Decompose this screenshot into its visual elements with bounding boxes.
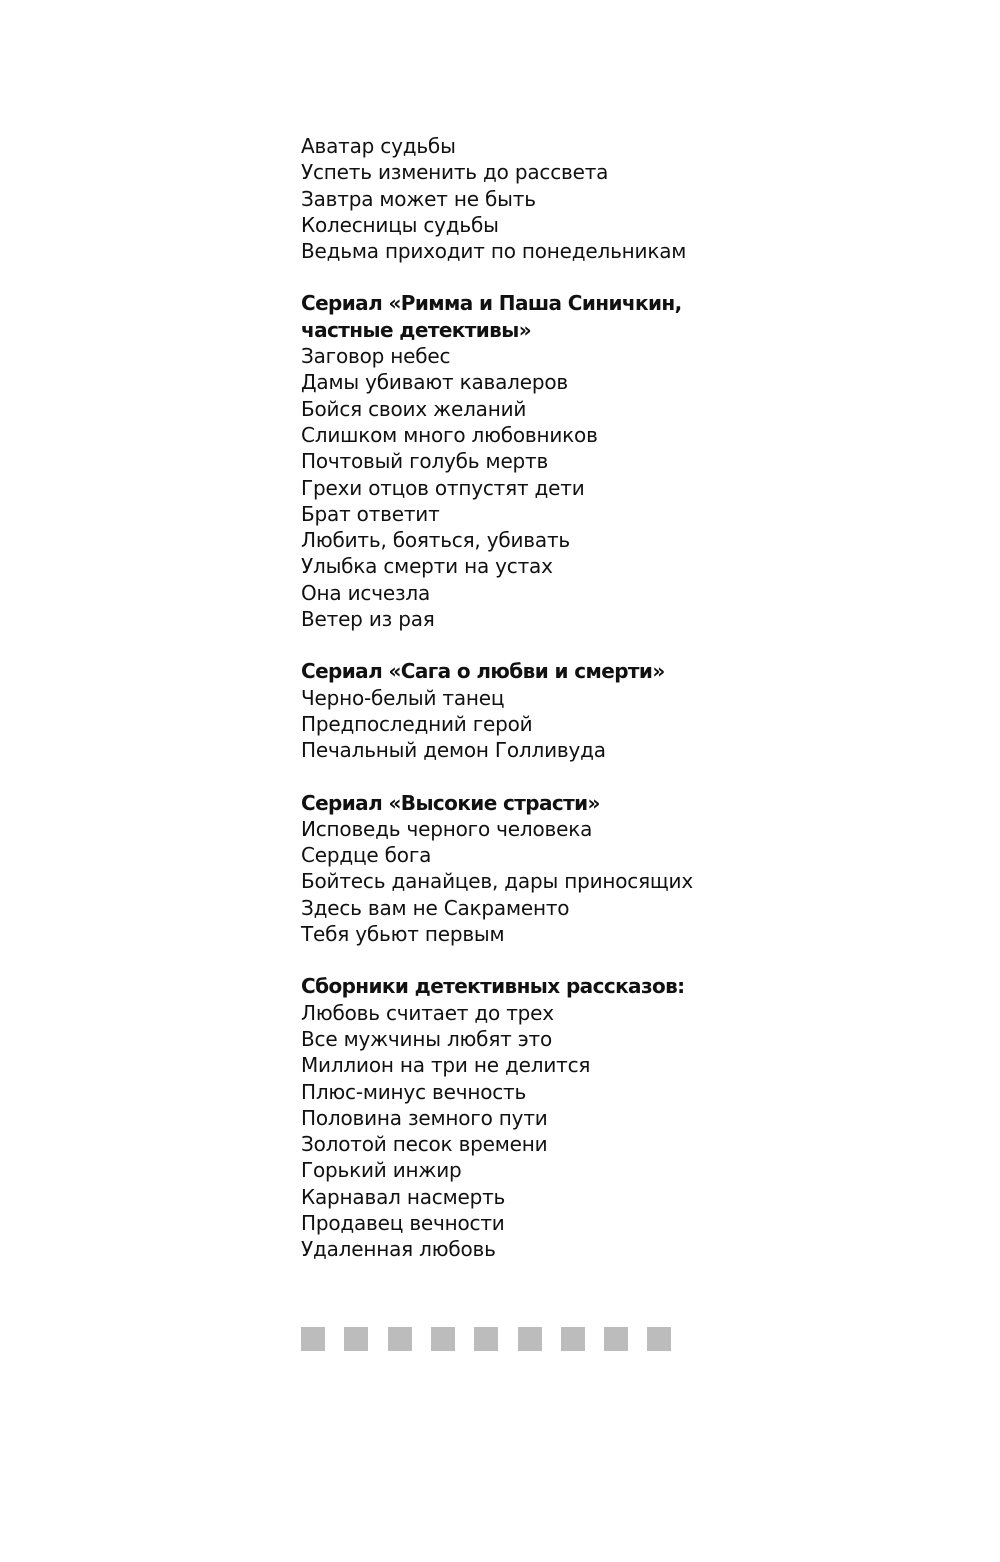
title-item: Печальный демон Голливуда (301, 738, 606, 763)
decorative-square-row (301, 1327, 681, 1351)
decorative-square (518, 1327, 542, 1351)
title-item: Миллион на три не делится (301, 1053, 591, 1078)
section-heading: Сборники детективных рассказов: (301, 974, 685, 999)
title-item: Черно-белый танец (301, 685, 505, 710)
title-item: Завтра может не быть (301, 186, 536, 211)
decorative-square (301, 1327, 325, 1351)
title-item: Ведьма приходит по понедельникам (301, 239, 687, 264)
section-standalone (301, 133, 901, 264)
title-item: Успеть изменить до рассвета (301, 160, 609, 185)
title-item: Слишком много любовников (301, 422, 598, 447)
title-item: Колесницы судьбы (301, 212, 499, 237)
title-item: Любовь считает до трех (301, 1000, 554, 1025)
title-item: Улыбка смерти на устах (301, 554, 553, 579)
title-item: Карнавал насмерть (301, 1184, 506, 1209)
title-item: Плюс-минус вечность (301, 1079, 527, 1104)
title-item: Продавец вечности (301, 1210, 505, 1235)
decorative-square (431, 1327, 455, 1351)
title-item: Ветер из рая (301, 607, 435, 632)
decorative-square (561, 1327, 585, 1351)
title-item: Половина земного пути (301, 1105, 548, 1130)
title-item: Аватар судьбы (301, 134, 456, 158)
title-item: Дамы убивают кавалеров (301, 370, 568, 395)
title-item: Грехи отцов отпустят дети (301, 475, 585, 500)
section-heading: Сериал «Высокие страсти» (301, 790, 600, 815)
decorative-square (474, 1327, 498, 1351)
section-high-passions (301, 790, 901, 948)
decorative-square (604, 1327, 628, 1351)
title-item: Почтовый голубь мертв (301, 449, 549, 474)
decorative-square (344, 1327, 368, 1351)
title-item: Удаленная любовь (301, 1237, 496, 1262)
book-list (301, 133, 901, 1289)
decorative-square (388, 1327, 412, 1351)
title-item: Любить, бояться, убивать (301, 528, 570, 553)
title-item: Здесь вам не Сакраменто (301, 895, 570, 920)
section-saga (301, 658, 901, 763)
section-heading: частные детективы» (301, 317, 532, 342)
title-item: Предпоследний герой (301, 711, 533, 736)
section-heading: Сериал «Римма и Паша Синичкин, (301, 291, 682, 316)
title-item: Исповедь черного человека (301, 816, 593, 841)
title-item: Все мужчины любят это (301, 1026, 553, 1051)
section-short-stories (301, 973, 901, 1262)
decorative-square (647, 1327, 671, 1351)
title-item: Она исчезла (301, 580, 431, 605)
title-item: Тебя убьют первым (301, 922, 505, 947)
title-item: Брат ответит (301, 501, 440, 526)
title-item: Золотой песок времени (301, 1132, 548, 1157)
title-item: Заговор небес (301, 344, 451, 369)
title-item: Бойтесь данайцев, дары приносящих (301, 869, 693, 894)
title-item: Горький инжир (301, 1158, 462, 1183)
title-item: Бойся своих желаний (301, 396, 527, 421)
section-heading: Сериал «Сага о любви и смерти» (301, 659, 665, 684)
section-rimma-pasha (301, 290, 901, 632)
title-item: Сердце бога (301, 843, 432, 868)
